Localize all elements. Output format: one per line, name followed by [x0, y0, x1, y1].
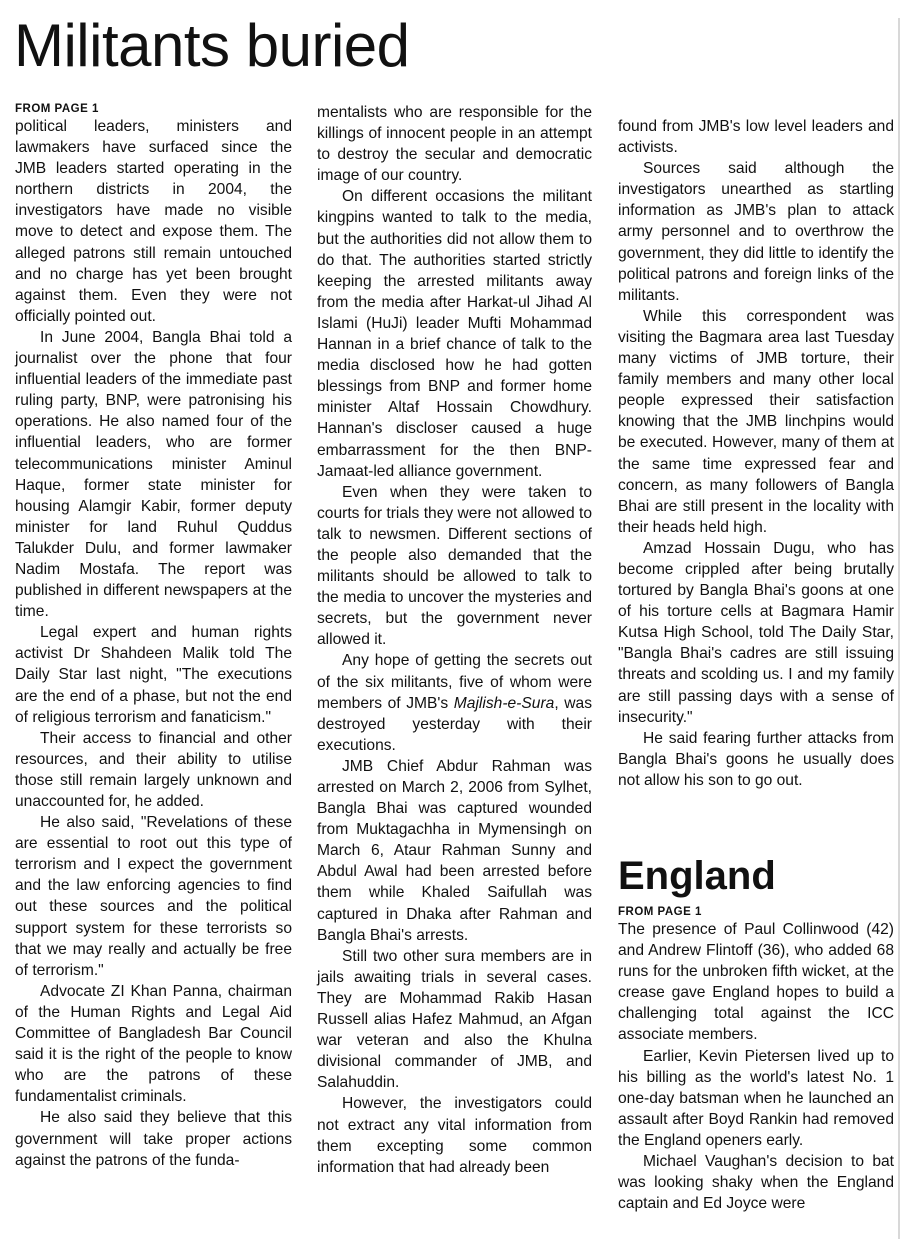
paragraph: On different occasions the militant kingpins wanted to talk to the media, but the authorities did not allow them to do that. The authorities started strictly keeping the arrested militants away from the media after Harkat-ul Jihad Al Islami (HuJi) leader Mufti Mohammad Hannan in a brief chance of talk to the media disclosed how he had gotten blessings from BNP and former home minister Altaf Hossain Chowdhury. Hannan's discloser caused a huge embarrassment for the then BNP-Jamaat-led alliance government.	[317, 188, 592, 480]
second-story-column	[618, 905, 894, 1214]
paragraph: found from JMB's low level leaders and activists.	[618, 118, 894, 157]
paragraph: Sources said although the investigators unearthed as startling information as JMB's plan to attack army personnel and to overthrow the government, they did little to identify the political patrons and foreign links of the militants.	[618, 160, 894, 304]
paragraph: Earlier, Kevin Pietersen lived up to his billing as the world's latest No. 1 one-day batsman when he launched an assault after Boyd Rankin had removed the England openers early.	[618, 1047, 894, 1149]
main-story-column-2	[317, 102, 592, 1178]
paragraph: Advocate ZI Khan Panna, chairman of the Human Rights and Legal Aid Committee of Bangladesh Bar Council said it is the right of the people to know who are the patrons of these fundamentalist criminals.	[15, 982, 292, 1106]
paragraph: Michael Vaughan's decision to bat was looking shaky when the England captain and Ed Joyce were	[618, 1153, 894, 1213]
paragraph: However, the investigators could not extract any vital information from them excepting some common information that had already been	[317, 1095, 592, 1176]
column-rule	[898, 18, 900, 1239]
paragraph: political leaders, ministers and lawmakers have surfaced since the JMB leaders started operating in the northern districts in 2004, the investigators have made no visible move to detect and expose them. The alleged patrons still remain untouched and no charge has yet been brought against them. Even they were not officially pointed out.	[15, 118, 292, 325]
paragraph: He also said, "Revelations of these are essential to root out this type of terrorism and I expect the government and the law enforcing agencies to find out these sources and the political support system for these terrorists so that we may really and actually be free of terrorism."	[15, 814, 292, 979]
paragraph: While this correspondent was visiting the Bagmara area last Tuesday many victims of JMB torture, their family members and many other local people expressed their satisfaction knowing that the JMB linchpins would be executed. However, many of them at the same time expressed fear and concern, as many followers of Bangla Bhai are still present in the locality with their heads held high.	[618, 307, 894, 536]
second-story-kicker: FROM PAGE 1	[618, 906, 702, 918]
paragraph: JMB Chief Abdur Rahman was arrested on March 2, 2006 from Sylhet, Bangla Bhai was captured wounded from Muktagachha in Mymensingh on March 6, Ataur Rahman Sunny and Abdul Awal had been arrested before them while Khaled Saifullah was captured in Dhaka after Rahman and Bangla Bhai's arrests.	[317, 757, 592, 944]
main-story-kicker: FROM PAGE 1	[15, 103, 99, 115]
main-headline: Militants buried	[14, 12, 410, 79]
main-story-column-3	[618, 116, 894, 791]
paragraph: He said fearing further attacks from Bangla Bhai's goons he usually does not allow his son to go out.	[618, 729, 894, 789]
second-headline: England	[618, 854, 776, 898]
paragraph	[317, 650, 592, 755]
paragraph: mentalists who are responsible for the killings of innocent people in an attempt to destroy the secular and democratic image of our country.	[317, 104, 592, 185]
paragraph: Still two other sura members are in jails awaiting trials in several cases. They are Mohammad Rakib Hasan Russell alias Hafez Mahmud, an Afgan war veteran and also the Khulna divisional commander of JMB, and Salahuddin.	[317, 947, 592, 1092]
paragraph: Their access to financial and other resources, and their ability to utilise those still remain largely unknown and unaccounted for, he added.	[15, 729, 292, 810]
paragraph-text: , was destroyed yesterday with their executions.	[317, 694, 593, 754]
paragraph: In June 2004, Bangla Bhai told a journalist over the phone that four influential leaders of the immediate past ruling party, BNP, were patronising his operations. He also named four of the influential leaders, who are former telecommunications minister Aminul Haque, former state minister for housing Alamgir Kabir, former deputy minister for land Ruhul Quddus Talukder Dulu, and former lawmaker Nadim Mostafa. The report was published in different newspapers at the time.	[15, 328, 292, 621]
paragraph: The presence of Paul Collinwood (42) and Andrew Flintoff (36), who added 68 runs for the unbroken fifth wicket, at the crease gave England hopes to build a challenging total against the ICC associate members.	[618, 921, 894, 1044]
paragraph-text: Any hope of getting the secrets out of the six militants, five of whom were members of JMB's	[317, 652, 592, 712]
paragraph: Legal expert and human rights activist Dr Shahdeen Malik told The Daily Star last night, "The executions are the end of a phase, but not the end of religious terrorism and fanaticism."	[15, 624, 292, 726]
main-story-column-1	[15, 102, 292, 1171]
emphasis-text: Majlish-e-Sura	[453, 694, 555, 712]
paragraph: He also said they believe that this government will take proper actions against the patrons of the funda-	[15, 1109, 292, 1169]
paragraph: Amzad Hossain Dugu, who has become crippled after being brutally tortured by Bangla Bhai's goons at one of his torture cells at Bagmara Hamir Kutsa High School, told The Daily Star, "Bangla Bhai's cadres are still issuing threats and scolding us. I and my family are still passing days with a sense of insecurity."	[618, 539, 894, 726]
paragraph: Even when they were taken to courts for trials they were not allowed to talk to newsmen. Different sections of the people also demanded that the militants should be allowed to talk to the media to uncover the mysteries and secrets, but the government never allowed it.	[317, 483, 592, 649]
